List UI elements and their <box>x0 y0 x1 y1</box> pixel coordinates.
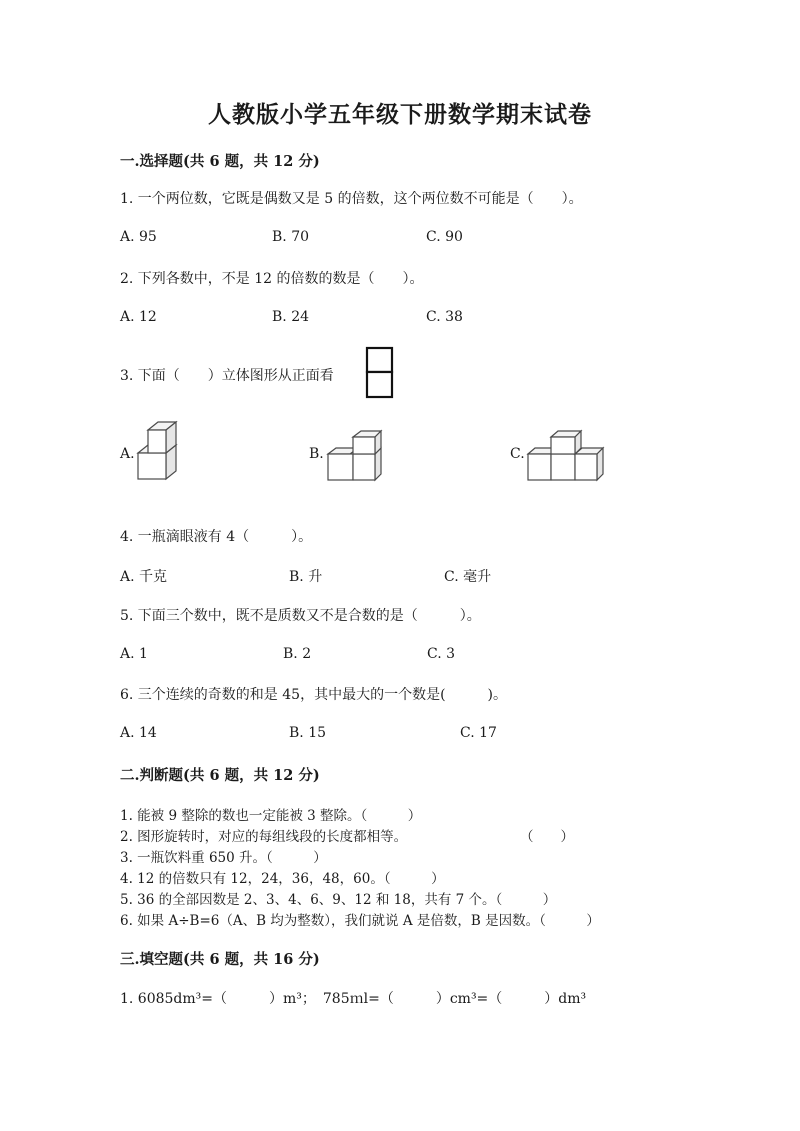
question-2: 2. 下列各数中，不是 12 的倍数的数是（ ）。 <box>120 271 424 287</box>
question-6: 6. 三个连续的奇数的和是 45，其中最大的一个数是( )。 <box>120 687 507 703</box>
section-heading-fill-blank: 三.填空题(共 6 题，共 16 分) <box>120 951 320 968</box>
cube-a-top <box>148 422 176 453</box>
q2-option-b: B. 24 <box>272 309 310 325</box>
q3-option-c: C. <box>510 446 525 462</box>
page-title: 人教版小学五年级下册数学期末试卷 <box>208 101 592 128</box>
section-heading-choice: 一.选择题(共 6 题，共 12 分) <box>120 153 320 170</box>
q4-option-b: B. 升 <box>289 569 323 585</box>
tf-item-2: 2. 图形旋转时，对应的每组线段的长度都相等。 <box>120 829 408 845</box>
q6-option-c: C. 17 <box>460 725 497 741</box>
tf-item-6: 6. 如果 A÷B=6（A、B 均为整数），我们就说 A 是倍数，B 是因数。（ ） <box>120 913 600 929</box>
question-4: 4. 一瓶滴眼液有 4（ ）。 <box>120 529 313 545</box>
tf-item-5: 5. 36 的全部因数是 2、3、4、6、9、12 和 18，共有 7 个。（ ） <box>120 892 557 908</box>
cube-figure-a <box>138 422 180 482</box>
question-1: 1. 一个两位数，它既是偶数又是 5 的倍数，这个两位数不可能是（ ）。 <box>120 191 583 207</box>
q5-option-c: C. 3 <box>427 646 456 662</box>
tf-item-1: 1. 能被 9 整除的数也一定能被 3 整除。（ ） <box>120 808 422 824</box>
q3-option-a: A. <box>120 446 135 462</box>
q3-option-b: B. <box>309 446 324 462</box>
q1-option-b: B. 70 <box>272 229 310 245</box>
tf-item-3: 3. 一瓶饮料重 650 升。（ ） <box>120 850 327 866</box>
cube-c-bottom-right <box>575 448 603 480</box>
cube-c-top <box>551 431 581 454</box>
front-view-bottom-square <box>367 372 392 397</box>
tf-item-2-paren: （ ） <box>520 829 574 845</box>
q1-option-c: C. 90 <box>426 229 463 245</box>
cube-c-bottom-middle <box>551 454 575 480</box>
q5-option-a: A. 1 <box>120 646 148 662</box>
cube-figure-b <box>328 430 382 482</box>
cube-b-top <box>353 431 381 454</box>
q4-option-a: A. 千克 <box>120 569 168 585</box>
question-3 <box>120 365 380 385</box>
cube-figure-c <box>528 430 604 482</box>
q4-option-c: C. 毫升 <box>444 569 492 585</box>
q2-option-a: A. 12 <box>120 309 157 325</box>
front-view-figure <box>366 347 394 399</box>
q1-option-a: A. 95 <box>120 229 157 245</box>
q6-option-b: B. 15 <box>289 725 327 741</box>
front-view-top-square <box>367 348 392 372</box>
fill-question-1: 1. 6085dm³=（ ）m³； 785ｍl=（ ）cm³=（ ）dm³ <box>120 991 587 1007</box>
question-3-text: 3. 下面（ ）立体图形从正面看 <box>120 368 334 384</box>
q6-option-a: A. 14 <box>120 725 157 741</box>
q2-option-c: C. 38 <box>426 309 463 325</box>
q5-option-b: B. 2 <box>283 646 312 662</box>
question-5: 5. 下面三个数中，既不是质数又不是合数的是（ ）。 <box>120 608 481 624</box>
section-heading-true-false: 二.判断题(共 6 题，共 12 分) <box>120 767 320 784</box>
tf-item-4: 4. 12 的倍数只有 12，24，36，48，60。（ ） <box>120 871 445 887</box>
